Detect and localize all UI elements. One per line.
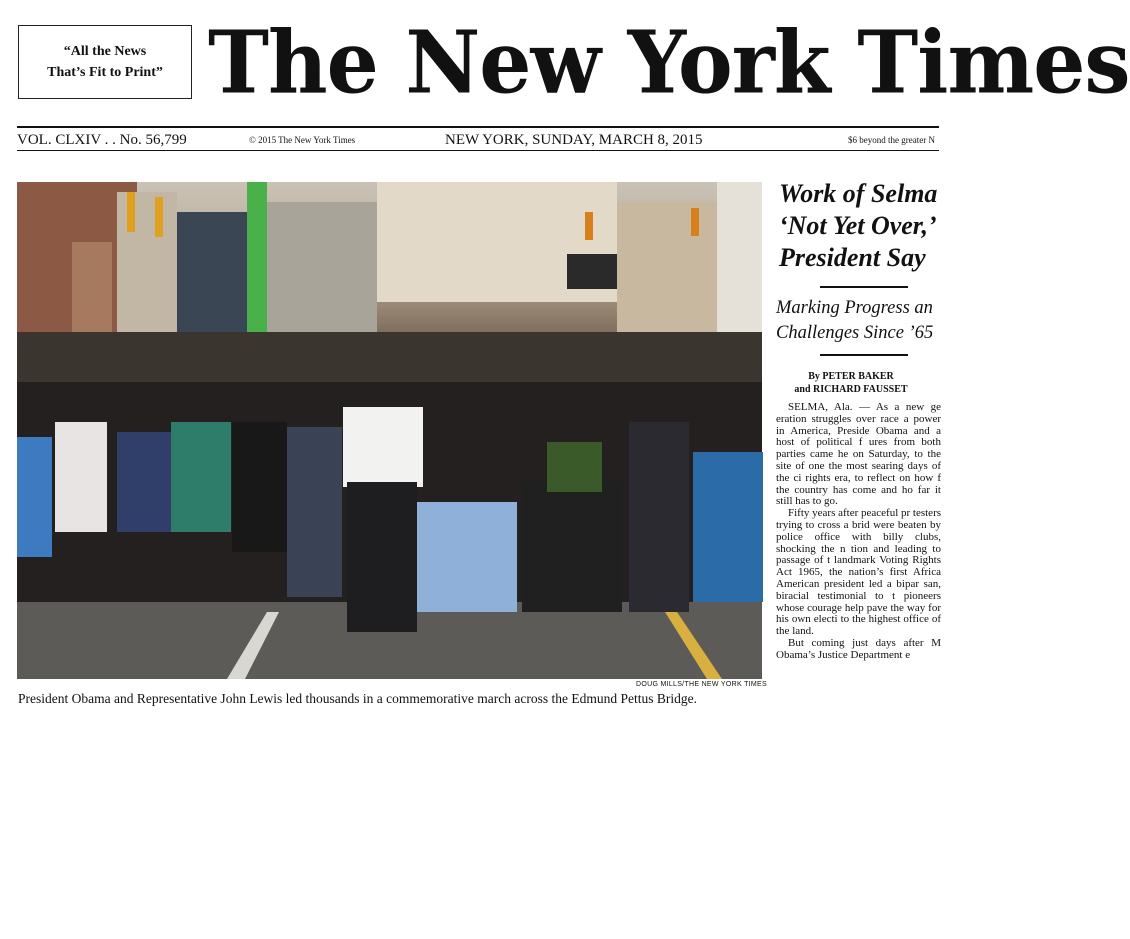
byline-line-1: By PETER BAKER xyxy=(808,371,894,382)
march-photo-illustration xyxy=(17,182,762,679)
issue-date: NEW YORK, SUNDAY, MARCH 8, 2015 xyxy=(445,132,703,148)
photo-credit: DOUG MILLS/THE NEW YORK TIMES xyxy=(636,681,767,688)
dateline xyxy=(17,129,939,149)
deck: Marking Progress an Challenges Since ’65 xyxy=(776,298,934,343)
copyright: © 2015 The New York Times xyxy=(249,135,356,145)
article-paragraph: SELMA, Ala. — As a new ge eration struggles over race a power in America, Preside Obama and a host of political f ures from both parties came he on Saturday, to the site of one the most searing days of the ci rights era, to reflect on how f the country has come and ho far it still has to go. xyxy=(776,401,941,508)
ear-line-2: That’s Fit to Print” xyxy=(47,65,163,80)
lead-story-column xyxy=(776,178,956,661)
nameplate: The New York Times xyxy=(208,12,1130,114)
deck-rule xyxy=(820,354,908,356)
lead-photo xyxy=(17,182,762,679)
volume-number: VOL. CLXIV . . No. 56,799 xyxy=(17,132,187,148)
byline xyxy=(776,370,926,396)
top-rule xyxy=(17,126,939,128)
price: $6 beyond the greater N xyxy=(848,135,935,145)
ear-line-1: “All the News xyxy=(63,44,147,59)
headline-rule xyxy=(820,286,908,288)
article-body xyxy=(776,401,942,661)
byline-line-2: and RICHARD FAUSSET xyxy=(794,384,908,395)
photo-caption: President Obama and Representative John Lewis led thousands in a commemorative march across the Edmund Pettus Bridge. xyxy=(18,691,697,706)
ear-box xyxy=(18,25,192,99)
article-paragraph: But coming just days after M Obama’s Justice Department e xyxy=(776,636,941,661)
bottom-rule xyxy=(17,150,939,151)
article-paragraph: Fifty years after peaceful pr testers trying to cross a brid were beaten by police office with billy clubs, shocking the n tion and leading to passage of t landmark Voting Rights Act 1965, the nation’s first Africa American president led a bipar san, biracial testimonial to t pioneers whose courage help pave the way for his own electi to the highest office of the land. xyxy=(776,507,942,638)
headline[interactable]: Work of Selma ‘Not Yet Over,’ President Say xyxy=(779,179,938,272)
